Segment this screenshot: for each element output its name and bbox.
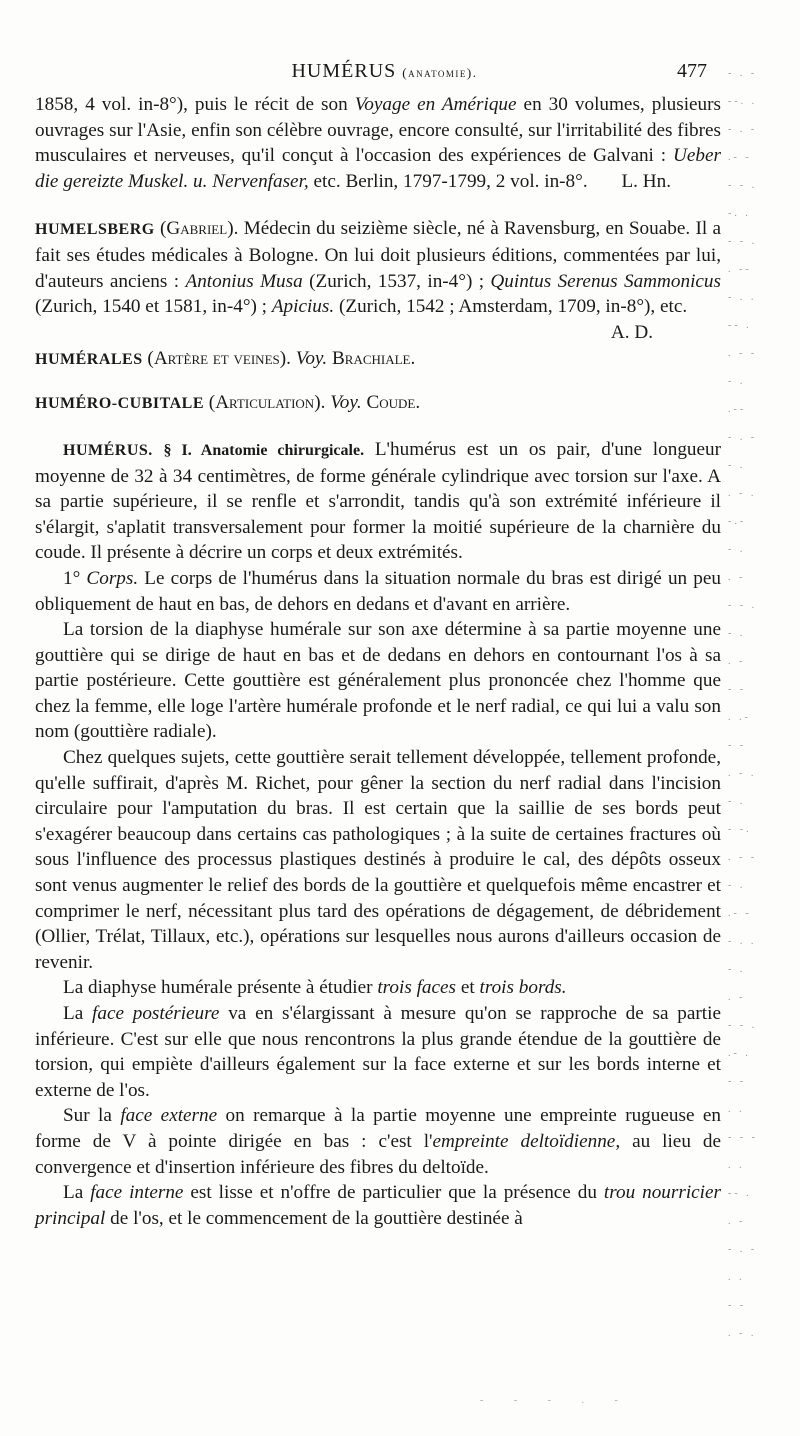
p5-text-1: La diaphyse humérale présente à étudier: [63, 977, 378, 999]
entry-qualifier: Artère et veines: [153, 347, 280, 369]
p6-text-1: La: [63, 1003, 93, 1024]
cont-text-1: 1858, 4 vol. in-8°), puis le récit de son: [35, 94, 355, 115]
paragraph: [35, 1001, 721, 1103]
humelsberg-text-2: (Zurich, 1537, in-4°) ;: [302, 270, 491, 292]
paragraph: [35, 1103, 721, 1180]
signature: L. Hn.: [621, 170, 671, 192]
paragraph: [35, 566, 721, 617]
bleed-through-bottom: - - - . -: [480, 1395, 632, 1406]
paragraph: Chez quelques sujets, cette gouttière serait tellement développée, tellement profonde, qu'elle suffirait, d'après M. Richet, pour gêner la section du nerf radial dans l'incision circulaire pour l'amputation du bras. Il est certain que la saillie de ses bords peut s'exagérer beaucoup dans certains cas pathologiques ; à la suite de certaines fractures où sous l'influence des processus plastiques destinés à produire le cal, des dépôts osseux sont venus augmenter le relief des bords de la gouttière et quelquefois même encastrer et comprimer le nerf, nécessitant plus tard des opérations de dégagement, de débridement (Ollier, Trélat, Tillaux, etc.), opérations sur lesquelles nous aurons d'ailleurs occasion de revenir.: [35, 747, 721, 973]
author-antonius-musa: Antonius Musa: [185, 270, 303, 292]
voy-label: Voy.: [330, 392, 362, 414]
entry-humerus: [35, 437, 721, 566]
section-title: § I. Anatomie chirurgicale.: [163, 441, 365, 459]
headword: HUMÉRALES: [35, 350, 143, 368]
text-column: [35, 92, 721, 1231]
running-title-paren: (anatomie).: [402, 65, 478, 80]
p7-text-1: Sur la: [63, 1105, 121, 1127]
cross-reference: Brachiale.: [331, 347, 416, 369]
p6-text-2: va en s'élargissant à mesure qu'on se rapproche de sa partie inférieure. C'est sur elle que nous rencontrons la plus grande étendue de la gouttière de torsion, qui empiète d'ailleurs également sur la face externe et sur les bords interne et externe de l'os.: [35, 1003, 721, 1101]
p8-text-3: de l'os, et le commencement de la gouttière destinée à: [105, 1207, 523, 1229]
page-number: 477: [677, 60, 707, 82]
running-head: [62, 60, 707, 90]
subhead-corps: Corps.: [86, 567, 139, 589]
p5-em-1: trois faces: [377, 977, 457, 999]
p5-em-2: trois bords.: [479, 977, 567, 999]
paragraph: [35, 1180, 721, 1231]
p8-em-2: trou nourricier principal: [35, 1182, 722, 1229]
entry-humelsberg: HUMELSBERG (Gabriel). Médecin du seizième siècle, né à Ravensburg, en Souabe. Il a fait ses études médicales à Bologne. On lui doit plusieurs éditions, commentées par lui, d'auteurs anciens : Antonius Musa (Zurich, 1537, in-4°) ; Quintus Serenus Sammonicus (Zurich, 1540 et 1581, in-4°) ; Apicius. (Zurich, 1542 ; Amsterdam, 1709, in-8°), etc. A. D.: [35, 216, 721, 319]
p7-text-3: au lieu de convergence et d'insertion inférieure des fibres du deltoïde.: [35, 1130, 721, 1178]
p7-text-2: on remarque à la partie moyenne une empreinte rugueuse en forme de V à pointe dirigée en bas : c'est l': [35, 1105, 721, 1152]
p8-text-1: La: [63, 1182, 91, 1204]
headword: HUMELSBERG: [35, 221, 155, 239]
entry-continuation: [35, 92, 721, 194]
author-apicius: Apicius.: [271, 296, 335, 318]
signature: A. D.: [610, 321, 653, 343]
headword: HUMÉRUS.: [63, 441, 153, 459]
entry-qualifier: Articulation: [215, 392, 315, 414]
cont-title-work: Ueber die gereizte Muskel. u. Nervenfaser,: [35, 145, 721, 192]
entry-humero-cubitale: HUMÉRO-CUBITALE (Articulation). Voy. Coude.: [35, 392, 421, 414]
first-name: Gabriel: [166, 218, 228, 240]
humelsberg-text-3: (Zurich, 1540 et 1581, in-4°) ;: [35, 296, 272, 318]
running-title: [62, 60, 707, 83]
p7-em-2: empreinte deltoïdienne,: [432, 1130, 621, 1152]
humelsberg-text-1: Médecin du seizième siècle, né à Ravensburg, en Souabe. Il a fait ses études médicales à Bologne. On lui doit plusieurs éditions, commentées par lui, d'auteurs anciens :: [35, 218, 721, 292]
cross-reference: Coude.: [366, 392, 421, 414]
cont-title-voyage: Voyage en Amérique: [354, 94, 517, 115]
paragraph: [35, 975, 721, 1001]
bleed-through-margin: ‑ . - ‑-. . - . ‑ .- - - ‑ . -. . ‑ - . . -‑ - . . -‑ . . ‑ - - . .-‑ - . - ‑ . . - . -.‑ - . . ‑ - - . ‑ . . - - ‑ . .- ‑ - . ‑ . - . ‑ -. . - ‑ - . .‑ - - . . ‑ . . - - ‑ . .- . ‑ - . . - ‑ - . . -‑ . . - - . ‑ . . ‑ - . - .: [728, 68, 758, 1339]
cont-text-3: etc. Berlin, 1797-1799, 2 vol. in-8°.: [308, 170, 588, 192]
p6-em: face postérieure: [92, 1003, 220, 1024]
humerus-paragraph-1: L'humérus est un os pair, d'une longueur moyenne de 32 à 34 centimètres, de forme générale cylindrique avec torsion sur l'axe. A sa partie supérieure, il se renfle et s'arrondit, tandis qu'à son extrémité inférieure il s'élargit, s'aplatit transversalement pour former la moitié supérieure de la charnière du coude. Il présente à décrire un corps et deux extrémités.: [35, 438, 722, 564]
p8-text-2: est lisse et n'offre de particulier que la présence du: [183, 1182, 604, 1204]
voy-label: Voy.: [295, 347, 328, 369]
item-number: 1°: [63, 567, 87, 589]
paragraph: La torsion de la diaphyse humérale sur son axe détermine à sa partie moyenne une gouttière qui se dirige de haut en bas et de dedans en dehors en contournant l'os à sa partie postérieure. Cette gouttière est généralement plus prononcée chez l'homme que chez la femme, elle loge l'artère humérale profonde et le nerf radial, ce qui lui a valu son nom (gouttière radiale).: [35, 619, 721, 743]
humelsberg-text-4: (Zurich, 1542 ; Amsterdam, 1709, in-8°), etc.: [334, 296, 688, 318]
running-title-main: HUMÉRUS: [291, 60, 397, 82]
p8-em-1: face interne: [90, 1182, 184, 1204]
author-quintus-serenus: Quintus Serenus Sammonicus: [490, 270, 721, 292]
humerus-paragraph-2: Le corps de l'humérus dans la situation normale du bras est dirigé un peu obliquement de haut en bas, de dehors en dedans et d'avant en arrière.: [35, 567, 721, 615]
p7-em-1: face externe: [120, 1105, 218, 1127]
cont-text-2: en 30 volumes, plusieurs ouvrages sur l'Asie, enfin son célèbre ouvrage, encore consulté, sur l'irritabilité des fibres musculaires et nerveuses, qu'il conçut à l'occasion des expériences de Galvani :: [35, 94, 722, 167]
p5-text-2: et: [456, 977, 480, 999]
headword: HUMÉRO-CUBITALE: [35, 395, 204, 413]
entry-humerales: HUMÉRALES (Artère et veines). Voy. Brachiale.: [35, 347, 416, 369]
